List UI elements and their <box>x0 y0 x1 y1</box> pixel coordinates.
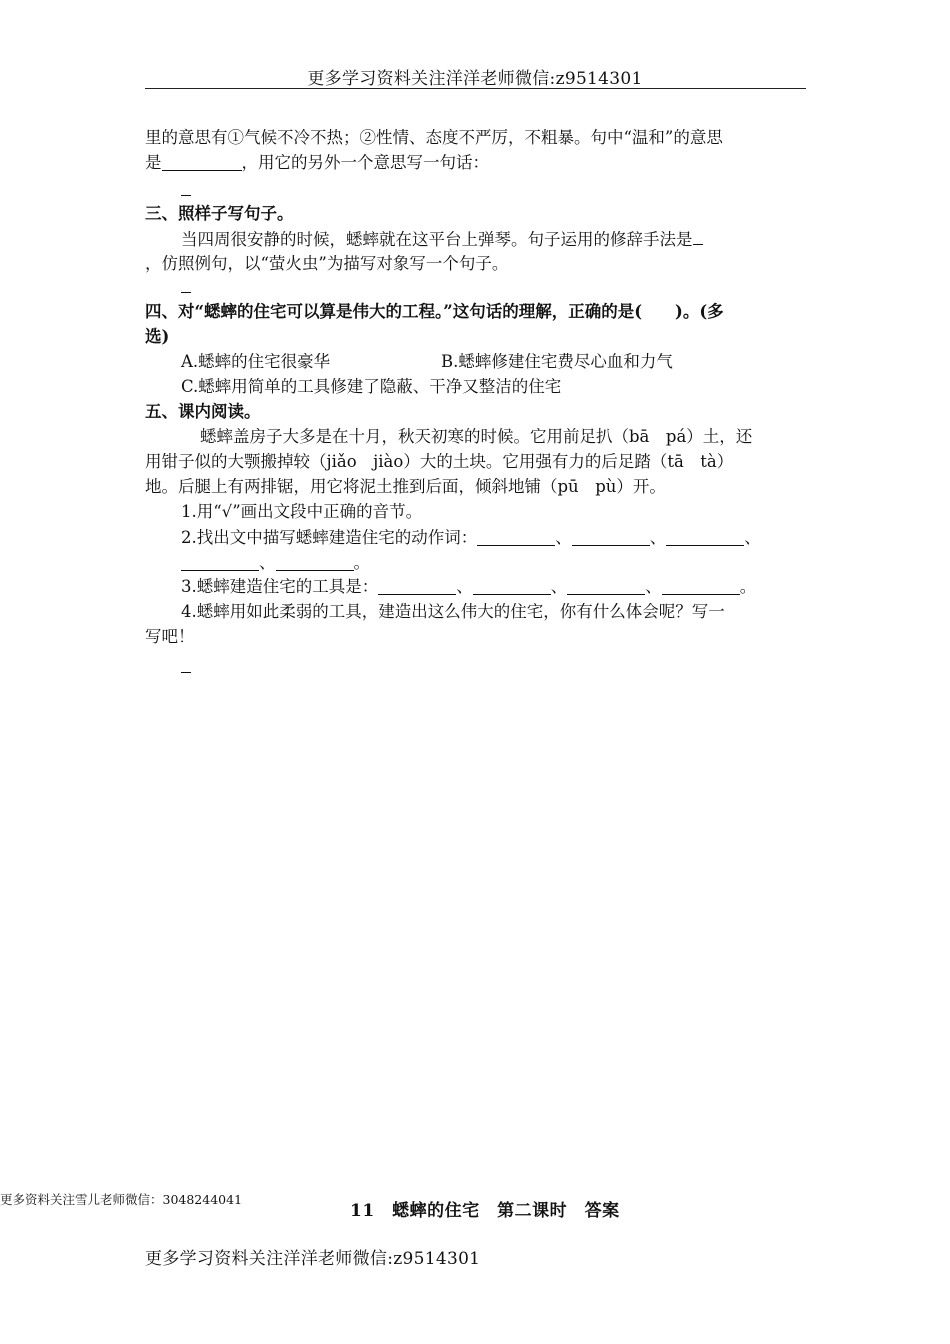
q3-writing-blank[interactable] <box>181 278 191 297</box>
q5-item4-line2: 写吧！ <box>145 627 195 646</box>
q2-suffix: ，用它的另外一个意思写一句话： <box>241 153 489 172</box>
tool-blank-4[interactable] <box>662 577 740 595</box>
verb-blank-4[interactable] <box>181 553 259 571</box>
q5-heading: 五、课内阅读。 <box>145 402 261 421</box>
verb-blank-2[interactable] <box>572 528 650 546</box>
page-footer: 更多学习资料关注洋洋老师微信:z9514301 <box>145 1249 481 1269</box>
q5-item4-line1: 4.蟋蟀用如此柔弱的工具，建造出这么伟大的住宅，你有什么体会呢？写一 <box>181 602 725 621</box>
tool-blank-1[interactable] <box>378 577 456 595</box>
q2-meaning-line: 里的意思有①气候不冷不热；②性情、态度不严厉，不粗暴。句中“温和”的意思 <box>145 128 723 147</box>
q5-item4-writing-blank[interactable] <box>181 658 191 677</box>
q5-item1: 1.用“√”画出文段中正确的音节。 <box>181 502 423 521</box>
q3-example-text: 当四周很安静的时候，蟋蟀就在这平台上弹琴。句子运用的修辞手法是 <box>181 230 693 249</box>
q5-item2-line: 2.找出文中描写蟋蟀建造住宅的动作词： 、 、 、 <box>181 528 761 547</box>
q5-passage-line1: 蟋蟀盖房子大多是在十月，秋天初寒的时候。它用前足扒（bā pá）土，还 <box>200 427 753 446</box>
page-header: 更多学习资料关注洋洋老师微信:z9514301 <box>307 69 643 89</box>
q2-answer-line <box>145 151 489 175</box>
q5-item2-text: 2.找出文中描写蟋蟀建造住宅的动作词： <box>181 528 478 547</box>
q4-option-b[interactable]: B.蟋蟀修建住宅费尽心血和力气 <box>441 352 673 371</box>
verb-blank-1[interactable] <box>477 528 555 546</box>
tool-blank-2[interactable] <box>473 577 551 595</box>
q2-blank[interactable] <box>162 153 242 171</box>
q3-instruction-line: ，仿照例句，以“萤火虫”为描写对象写一个句子。 <box>145 254 509 273</box>
q5-passage-line3: 地。后腿上有两排锯，用它将泥土推到后面，倾斜地铺（pū pù）开。 <box>145 477 666 496</box>
q4-heading-line1: 四、对“蟋蟀的住宅可以算是伟大的工程。”这句话的理解，正确的是( )。(多 <box>145 302 724 321</box>
answer-title: 11 蟋蟀的住宅 第二课时 答案 <box>350 1201 620 1221</box>
q3-rhetoric-blank[interactable] <box>693 230 703 245</box>
tool-blank-3[interactable] <box>567 577 645 595</box>
verb-blank-3[interactable] <box>666 528 744 546</box>
header-rule <box>145 88 806 89</box>
q4-heading-line2: 选) <box>145 327 170 346</box>
q2-prefix: 是 <box>145 153 162 172</box>
q5-item3-line: 3.蟋蟀建造住宅的工具是： 、 、 、 。 <box>181 577 757 596</box>
q2-writing-blank[interactable] <box>181 181 191 200</box>
side-note: 更多资料关注雪儿老师微信：3048244041 <box>0 1192 243 1207</box>
q4-option-c[interactable]: C.蟋蟀用简单的工具修建了隐蔽、干净又整洁的住宅 <box>181 377 562 396</box>
q5-item3-text: 3.蟋蟀建造住宅的工具是： <box>181 577 379 596</box>
q3-heading: 三、照样子写句子。 <box>145 204 294 223</box>
q5-passage-line2: 用钳子似的大颚搬掉较（jiǎo jiào）大的土块。它用强有力的后足踏（tā tà） <box>145 452 734 471</box>
q3-example-line <box>181 228 703 252</box>
q5-item2-line2: 、 。 <box>181 551 370 575</box>
q4-option-a[interactable]: A.蟋蟀的住宅很豪华 <box>181 352 331 371</box>
verb-blank-5[interactable] <box>276 553 354 571</box>
